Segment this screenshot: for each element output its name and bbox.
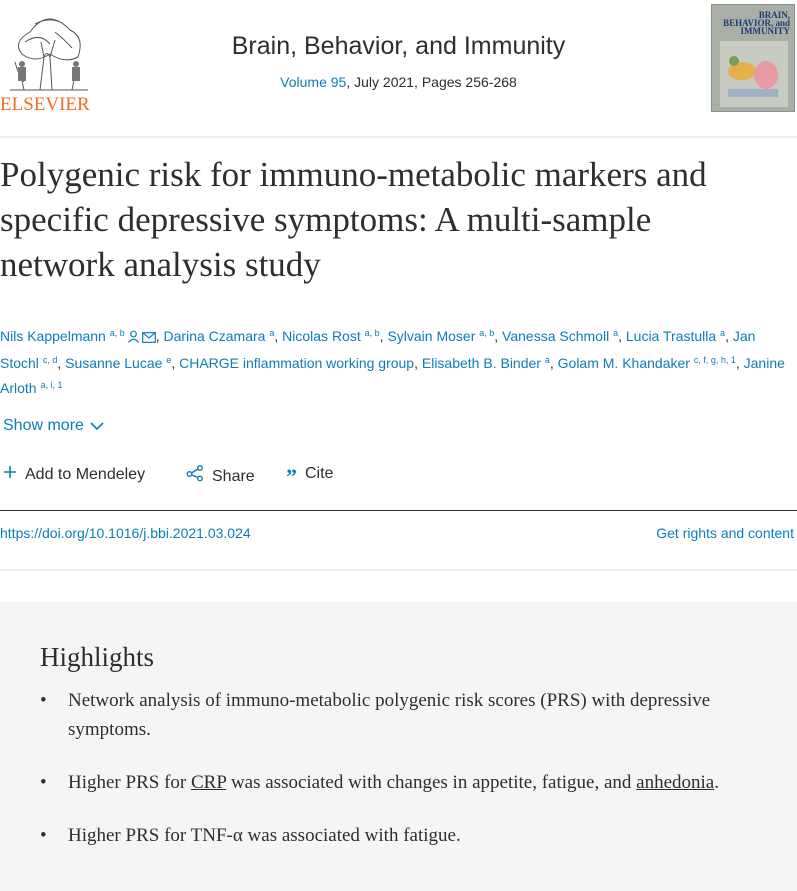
crp-term-link[interactable]: CRP [190, 772, 227, 793]
journal-issue-info [0, 74, 797, 90]
article-title: Polygenic risk for immuno-metabolic markers and specific depressive symptoms: A multi-sample network analysis study [0, 155, 707, 284]
doi-link[interactable]: https://doi.org/10.1016/j.bbi.2021.03.024 [0, 525, 251, 541]
author-link[interactable]: Sylvain Moser $^{a, b}$ [387, 328, 495, 344]
author-link[interactable]: Susanne Lucae $^e$ [65, 355, 172, 371]
plus-icon [3, 465, 17, 484]
highlights-list [40, 686, 760, 874]
author-link[interactable]: Golam M. Khandaker $^{c, f, g, h, 1}$ [557, 355, 736, 371]
author-link[interactable]: Nils Kappelmann $^{a, b}$ [0, 328, 125, 344]
author-list: Nils Kappelmann $^{a, b}$ , Darina Czamara $^a$, Nicolas Rost $^{a, b}$, Sylvain Moser $^{a, b}$, Vanessa Schmoll $^a$, Lucia Trastulla $^a$, Jan Stochl $^{c, d}$, Susanne Lucae $^e$, CHARGE inflammation working group, Elisabeth B. Binder $^a$, Golam M. Khandaker $^{c, f, g, h, 1}$, Janine Arloth $^{a, i, 1}$ [0, 328, 785, 396]
issue-info-text: , July 2021, Pages 256-268 [346, 74, 517, 90]
author-link[interactable]: Jan Stochl $^{c, d}$ [0, 328, 756, 371]
cover-art [720, 41, 788, 107]
author-link[interactable]: Elisabeth B. Binder $^a$ [421, 355, 550, 371]
person-icon[interactable] [127, 327, 140, 349]
bullet: • [40, 772, 47, 793]
volume-link[interactable]: Volume 95 [280, 74, 347, 90]
cite-button[interactable]: ” Cite [286, 464, 334, 489]
header-divider [0, 136, 797, 138]
anhedonia-term-link[interactable]: anhedonia [636, 772, 715, 793]
get-rights-link[interactable]: Get rights and content [656, 525, 794, 541]
bullet: • [40, 825, 47, 846]
highlights-section [0, 602, 797, 891]
share-icon [186, 465, 204, 486]
author-link[interactable]: Janine Arloth $^{a, i, 1}$ [0, 355, 785, 396]
journal-title-link[interactable]: Brain, Behavior, and Immunity [231, 32, 566, 60]
bullet: • [40, 690, 47, 711]
section-divider [0, 569, 797, 571]
show-more-button[interactable]: Show more [3, 417, 106, 435]
chevron-down-icon [88, 417, 106, 435]
doi-divider [0, 510, 797, 511]
share-button[interactable]: Share [186, 465, 255, 486]
author-link[interactable]: Darina Czamara $^a$ [163, 328, 275, 344]
author-link[interactable]: Nicolas Rost $^{a, b}$ [282, 328, 380, 344]
highlight-item: • Higher PRS for CRP was associated with changes in appetite, fatigue, and anhedonia. [40, 768, 760, 797]
highlight-item: • Higher PRS for TNF-α was associated with fatigue. [40, 821, 760, 850]
mail-icon[interactable] [142, 327, 156, 349]
add-to-mendeley-button[interactable]: Add to Mendeley [3, 465, 145, 484]
highlight-item: • Network analysis of immuno-metabolic polygenic risk scores (PRS) with depressive symptoms. [40, 686, 760, 744]
author-link[interactable]: Vanessa Schmoll $^a$ [502, 328, 619, 344]
journal-header [0, 0, 797, 137]
cover-title: BRAIN, BEHAVIOR, and IMMUNITY [723, 10, 790, 36]
journal-cover-thumbnail[interactable] [711, 4, 795, 112]
highlights-heading: Highlights [40, 642, 155, 672]
quote-icon: ” [286, 464, 297, 489]
cover-illustration-icon [720, 41, 788, 107]
author-link[interactable]: CHARGE inflammation working group [179, 355, 415, 371]
author-link[interactable]: Lucia Trastulla $^a$ [625, 328, 726, 344]
journal-title [0, 32, 797, 61]
elsevier-wordmark: ELSEVIER [0, 94, 90, 115]
